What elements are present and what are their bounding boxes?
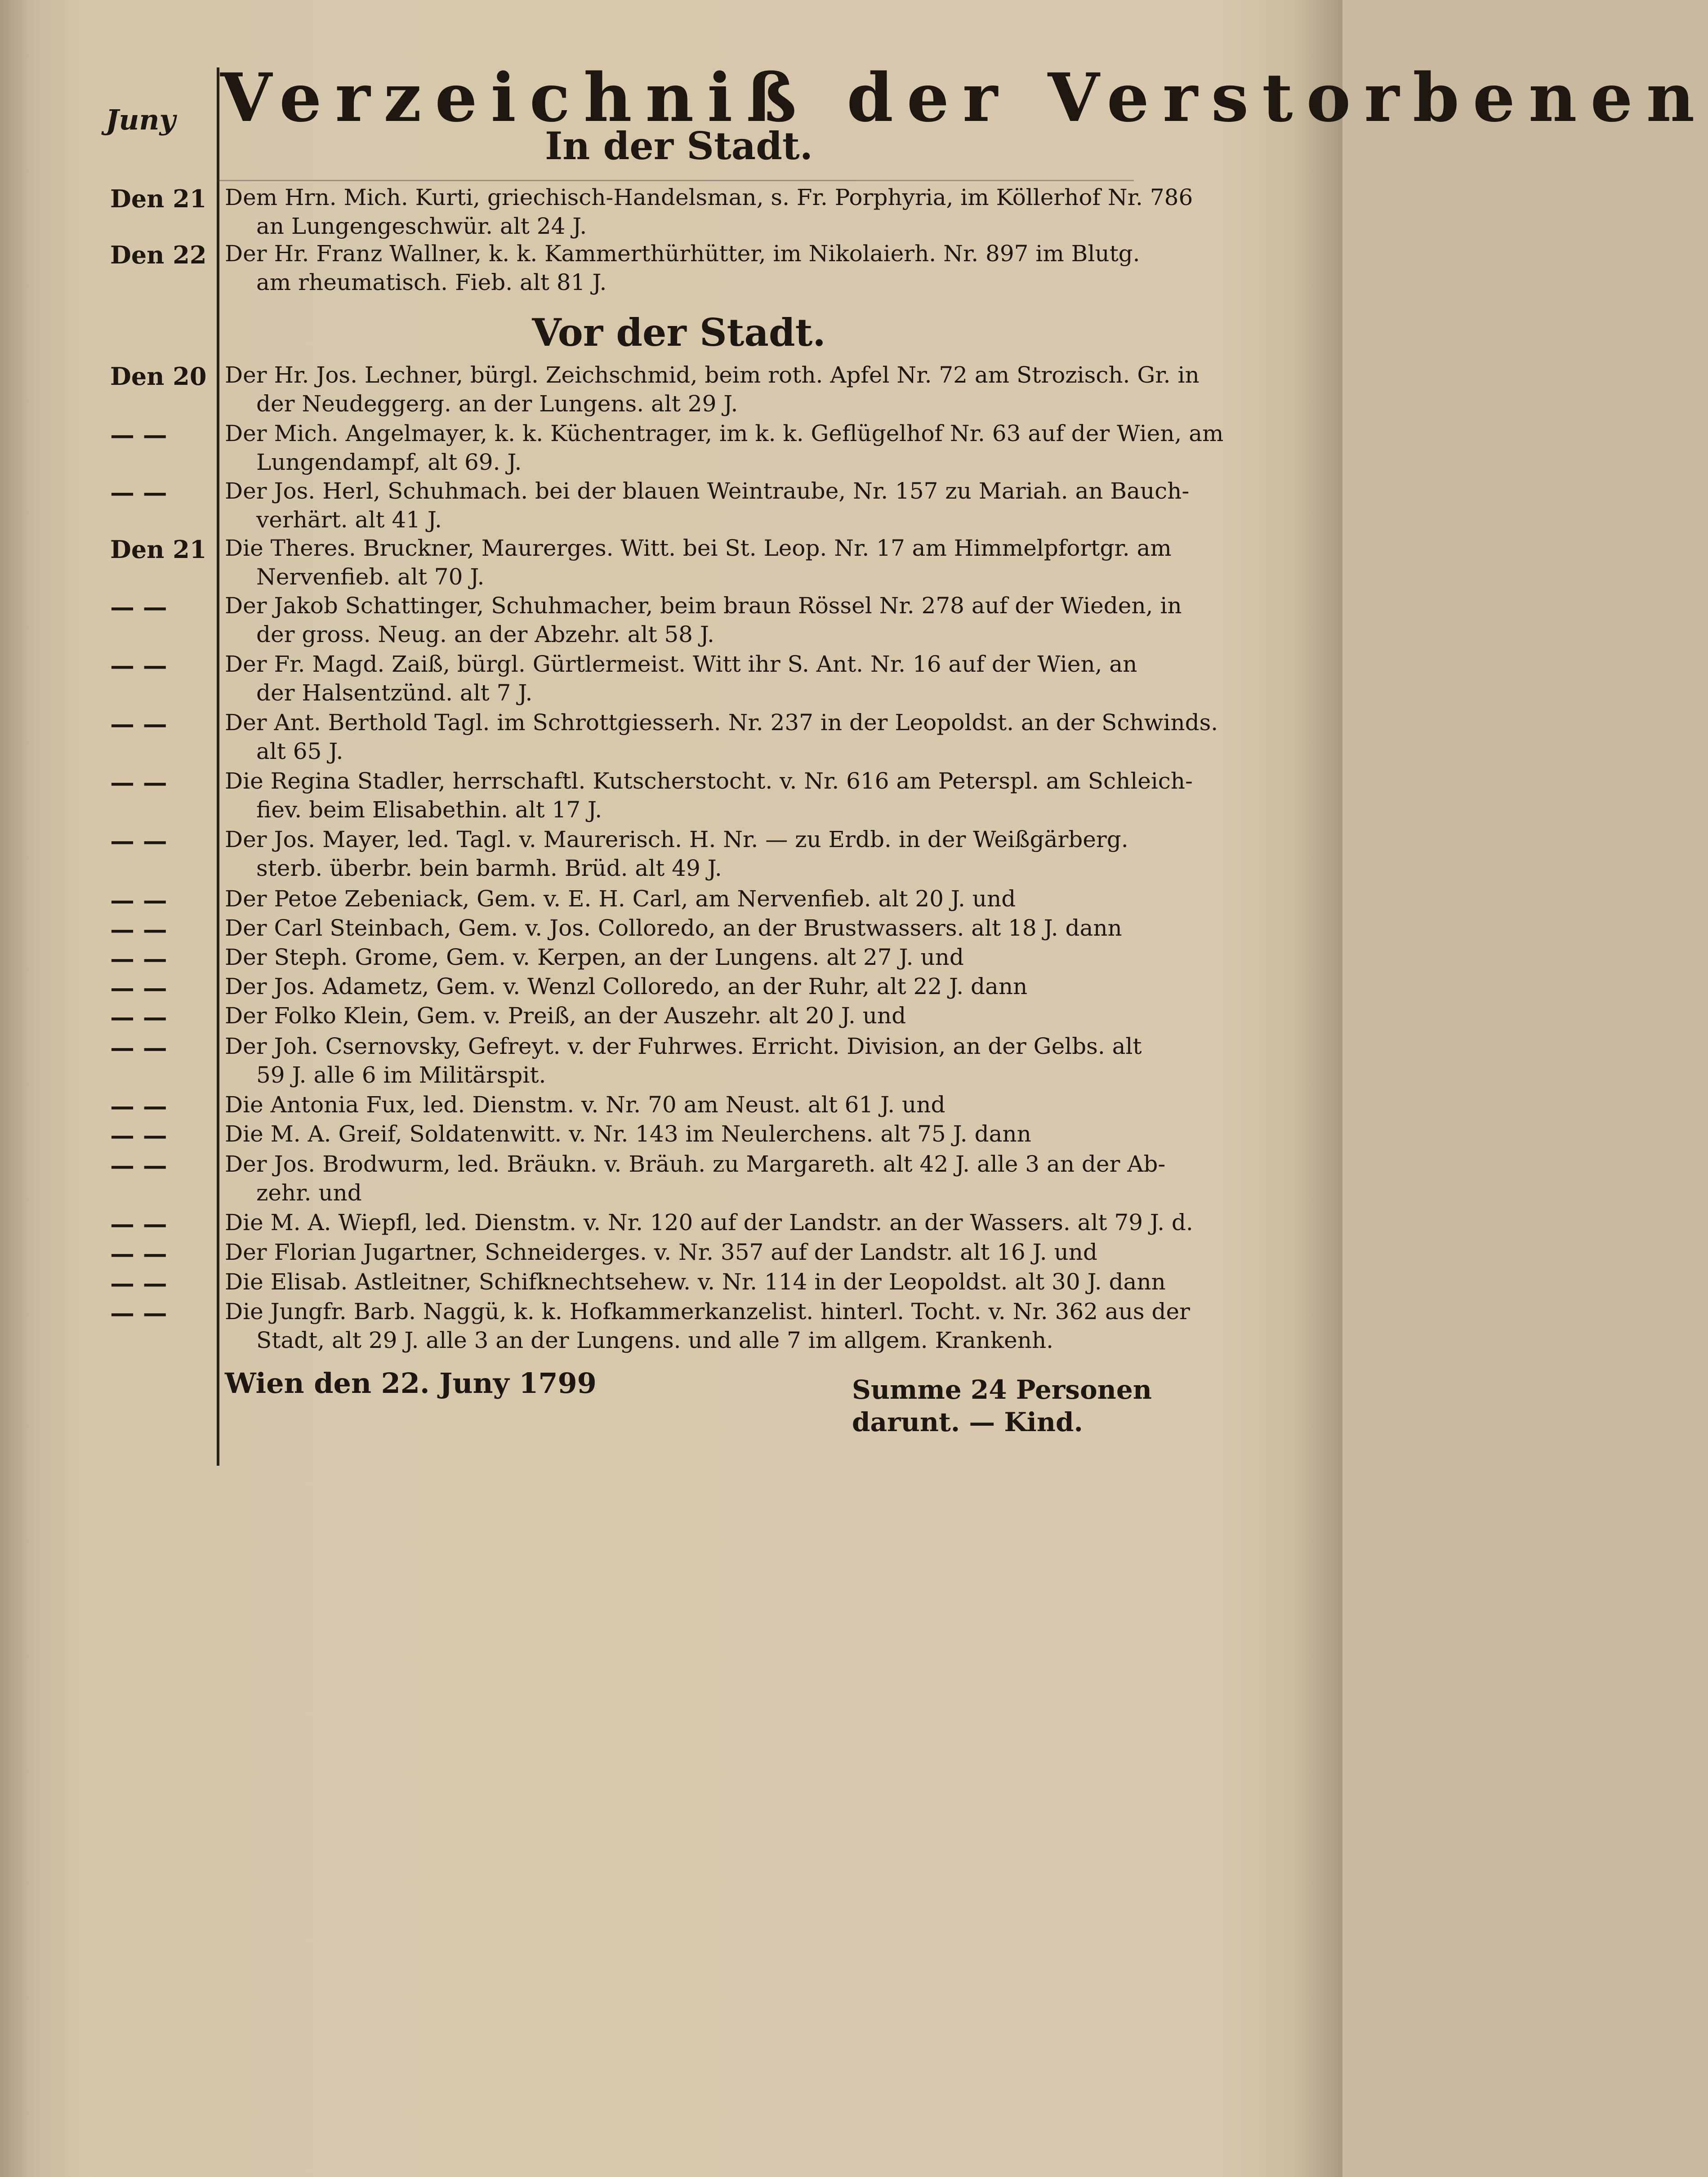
entry-date: — — bbox=[110, 651, 167, 680]
entry-text-continuation: fiev. beim Elisabethin. alt 17 J. bbox=[256, 797, 602, 823]
entry-date: Den 20 bbox=[110, 362, 207, 391]
entry-date: Den 21 bbox=[110, 184, 207, 213]
entry-text: Die Antonia Fux, led. Dienstm. v. Nr. 70 am Neust. alt 61 J. und bbox=[225, 1092, 945, 1118]
entry-date: — — bbox=[110, 1209, 167, 1238]
horizontal-rule bbox=[217, 180, 1134, 181]
entry-text: Der Jakob Schattinger, Schuhmacher, beim braun Rössel Nr. 278 auf der Wieden, in bbox=[225, 593, 1182, 619]
entry-date: — — bbox=[110, 478, 167, 507]
entry-text: Die Theres. Bruckner, Maurerges. Witt. bei St. Leop. Nr. 17 am Himmelpfortgr. am bbox=[225, 535, 1172, 561]
entry-text-continuation: alt 65 J. bbox=[256, 738, 343, 764]
month-label: Juny bbox=[106, 103, 176, 136]
entry-date: — — bbox=[110, 1003, 167, 1031]
entry-text: Die Jungfr. Barb. Naggü, k. k. Hofkammerkanzelist. hinterl. Tocht. v. Nr. 362 aus der bbox=[225, 1298, 1190, 1325]
entry-text: Die Regina Stadler, herrschaftl. Kutscherstocht. v. Nr. 616 am Peterspl. am Schleich- bbox=[225, 768, 1193, 794]
entry-text-continuation: verhärt. alt 41 J. bbox=[256, 507, 442, 533]
entry-date: — — bbox=[110, 826, 167, 855]
entry-text: Der Carl Steinbach, Gem. v. Jos. Colloredo, an der Brustwassers. alt 18 J. dann bbox=[225, 915, 1122, 941]
entry-date: — — bbox=[110, 420, 167, 449]
entry-date: — — bbox=[110, 1298, 167, 1327]
entry-text: Der Jos. Adametz, Gem. v. Wenzl Colloredo, an der Ruhr, alt 22 J. dann bbox=[225, 973, 1028, 999]
entry-text-continuation: an Lungengeschwür. alt 24 J. bbox=[256, 213, 587, 239]
entry-date: — — bbox=[110, 709, 167, 738]
entry-text: Der Mich. Angelmayer, k. k. Küchentrager, im k. k. Geflügelhof Nr. 63 auf der Wien, am bbox=[225, 420, 1224, 446]
entry-date: — — bbox=[110, 1269, 167, 1298]
children-line: darunt. — Kind. bbox=[852, 1407, 1083, 1437]
entry-text: Die Elisab. Astleitner, Schifknechtsehew. v. Nr. 114 in der Leopoldst. alt 30 J. dann bbox=[225, 1269, 1166, 1295]
entry-text: Der Steph. Grome, Gem. v. Kerpen, an der Lungens. alt 27 J. und bbox=[225, 944, 964, 970]
entry-text-continuation: sterb. überbr. bein barmh. Brüd. alt 49 J. bbox=[256, 855, 722, 881]
entry-text: Die M. A. Greif, Soldatenwitt. v. Nr. 143 im Neulerchens. alt 75 J. dann bbox=[225, 1121, 1031, 1147]
entry-text-continuation: der Neudeggerg. an der Lungens. alt 29 J. bbox=[256, 391, 738, 417]
vertical-rule bbox=[217, 67, 219, 1466]
entry-text-continuation: zehr. und bbox=[256, 1180, 362, 1206]
entry-date: — — bbox=[110, 1121, 167, 1150]
section-heading-city: In der Stadt. bbox=[545, 124, 813, 168]
entry-text: Die M. A. Wiepfl, led. Dienstm. v. Nr. 120 auf der Landstr. an der Wassers. alt 79 J. d. bbox=[225, 1209, 1193, 1236]
entry-date: — — bbox=[110, 1092, 167, 1120]
entry-text-continuation: Nervenfieb. alt 70 J. bbox=[256, 564, 485, 590]
footer-summary bbox=[852, 1374, 1152, 1438]
entry-text: Der Jos. Mayer, led. Tagl. v. Maurerisch. H. Nr. — zu Erdb. in der Weißgärberg. bbox=[225, 826, 1128, 852]
entry-date: — — bbox=[110, 1239, 167, 1268]
entry-date: Den 21 bbox=[110, 535, 207, 564]
entry-date: — — bbox=[110, 1033, 167, 1062]
entry-date: — — bbox=[110, 768, 167, 797]
entry-text: Der Hr. Franz Wallner, k. k. Kammerthürhütter, im Nikolaierh. Nr. 897 im Blutg. bbox=[225, 241, 1140, 267]
entry-text: Der Folko Klein, Gem. v. Preiß, an der Auszehr. alt 20 J. und bbox=[225, 1003, 906, 1029]
entry-date: — — bbox=[110, 944, 167, 973]
entry-text-continuation: Lungendampf, alt 69. J. bbox=[256, 449, 522, 475]
entry-text: Der Florian Jugartner, Schneiderges. v. Nr. 357 auf der Landstr. alt 16 J. und bbox=[225, 1239, 1097, 1265]
footer-place-date: Wien den 22. Juny 1799 bbox=[225, 1367, 597, 1400]
section-heading-suburbs: Vor der Stadt. bbox=[532, 310, 826, 355]
sum-line: Summe 24 Personen bbox=[852, 1374, 1152, 1405]
entry-date: — — bbox=[110, 915, 167, 944]
entry-text: Der Jos. Herl, Schuhmach. bei der blauen Weintraube, Nr. 157 zu Mariah. an Bauch- bbox=[225, 478, 1190, 504]
entry-date: — — bbox=[110, 973, 167, 1002]
entry-date: Den 22 bbox=[110, 241, 207, 269]
entry-text-continuation: der gross. Neug. an der Abzehr. alt 58 J. bbox=[256, 621, 714, 647]
entry-text-continuation: Stadt, alt 29 J. alle 3 an der Lungens. und alle 7 im allgem. Krankenh. bbox=[256, 1327, 1054, 1353]
entry-text: Der Jos. Brodwurm, led. Bräukn. v. Bräuh. zu Margareth. alt 42 J. alle 3 an der Ab- bbox=[225, 1151, 1166, 1177]
entry-date: — — bbox=[110, 593, 167, 621]
entry-text-continuation: der Halsentzünd. alt 7 J. bbox=[256, 680, 533, 706]
entry-text: Der Ant. Berthold Tagl. im Schrottgiesserh. Nr. 237 in der Leopoldst. an der Schwinds. bbox=[225, 709, 1218, 736]
entry-text: Der Petoe Zebeniack, Gem. v. E. H. Carl, am Nervenfieb. alt 20 J. und bbox=[225, 886, 1016, 912]
entry-text: Der Hr. Jos. Lechner, bürgl. Zeichschmid, beim roth. Apfel Nr. 72 am Strozisch. Gr. in bbox=[225, 362, 1200, 388]
entry-text: Dem Hrn. Mich. Kurti, griechisch-Handelsman, s. Fr. Porphyria, im Köllerhof Nr. 786 bbox=[225, 184, 1193, 210]
entry-text: Der Joh. Csernovsky, Gefreyt. v. der Fuhrwes. Erricht. Division, an der Gelbs. alt bbox=[225, 1033, 1142, 1059]
entry-text: Der Fr. Magd. Zaiß, bürgl. Gürtlermeist. Witt ihr S. Ant. Nr. 16 auf der Wien, an bbox=[225, 651, 1137, 677]
entry-date: — — bbox=[110, 886, 167, 915]
entry-date: — — bbox=[110, 1151, 167, 1180]
page-title: Verzeichniß der Verstorbenen bbox=[220, 58, 1708, 137]
entry-text-continuation: am rheumatisch. Fieb. alt 81 J. bbox=[256, 269, 607, 295]
entry-text-continuation: 59 J. alle 6 im Militärspit. bbox=[256, 1062, 546, 1088]
